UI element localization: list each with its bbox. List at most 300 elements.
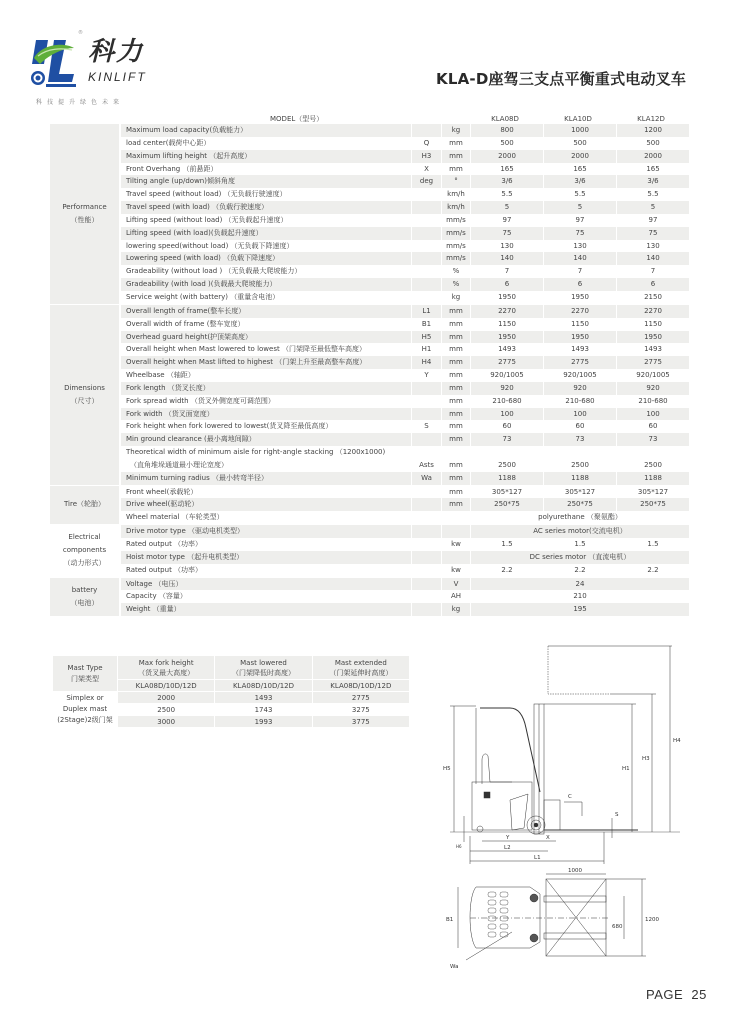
spec-value: 2.2 bbox=[574, 565, 586, 574]
dim-label-1200: 1200 bbox=[645, 917, 659, 923]
category-text: （性能） bbox=[70, 215, 99, 224]
description-text: Travel speed (without load) （无负载行驶速度） bbox=[126, 190, 287, 199]
spec-row bbox=[121, 305, 690, 318]
model-header: KLA12D bbox=[637, 115, 665, 123]
spec-value: 800 bbox=[471, 124, 543, 137]
category-text: components bbox=[62, 546, 107, 555]
brand-name-en: KINLIFT bbox=[88, 70, 147, 84]
spec-unit: kg bbox=[442, 603, 470, 616]
spec-row bbox=[121, 395, 690, 408]
forklift-technical-drawing bbox=[440, 632, 715, 977]
spec-code bbox=[412, 201, 441, 214]
spec-row bbox=[121, 551, 690, 564]
spec-value: 2500 bbox=[571, 460, 589, 469]
spec-table-body bbox=[50, 124, 690, 617]
spec-value: 1950 bbox=[471, 331, 543, 344]
dim-label-l2: L2 bbox=[504, 845, 511, 851]
mast-row-label bbox=[53, 692, 117, 727]
category-label bbox=[50, 486, 119, 525]
spec-row bbox=[121, 472, 690, 485]
spec-value: 1493 bbox=[644, 345, 662, 354]
spec-value-shared: polyurethane （聚氨酯） bbox=[538, 513, 622, 522]
spec-value: 920 bbox=[471, 382, 543, 395]
mast-type-label: Mast Type bbox=[67, 663, 103, 672]
spec-description bbox=[121, 408, 411, 421]
spec-code bbox=[412, 590, 441, 603]
spec-code bbox=[412, 227, 441, 240]
spec-value: 2.2 bbox=[501, 565, 513, 574]
spec-unit: AH bbox=[450, 592, 462, 601]
spec-description bbox=[121, 188, 411, 201]
spec-value: 60 bbox=[502, 422, 512, 431]
spec-description bbox=[121, 472, 411, 485]
spec-value: 2000 bbox=[617, 150, 689, 163]
spec-row bbox=[121, 511, 690, 524]
spec-value: 250*75 bbox=[617, 498, 689, 511]
spec-value: 920/1005 bbox=[490, 371, 524, 380]
spec-value: 305*127 bbox=[637, 487, 669, 496]
spec-value: 5.5 bbox=[501, 190, 513, 199]
spec-value: 3/6 bbox=[544, 175, 616, 188]
dim-label-s: S bbox=[615, 812, 619, 818]
dim-label-680: 680 bbox=[612, 924, 623, 930]
description-text: Capacity （容量） bbox=[126, 592, 187, 601]
spec-value: 5.5 bbox=[574, 190, 586, 199]
spec-row bbox=[121, 150, 690, 163]
spec-value: 1188 bbox=[617, 472, 689, 485]
spec-row bbox=[121, 420, 690, 433]
mast-table bbox=[52, 655, 410, 728]
row-label-line: (2Stage)2级门架 bbox=[57, 716, 113, 724]
spec-value: 97 bbox=[502, 215, 512, 224]
spec-value-shared: AC series motor(交流电机） bbox=[471, 525, 689, 538]
spec-value: 3/6 bbox=[471, 175, 543, 188]
spec-unit: mm bbox=[442, 305, 470, 318]
spec-value: 73 bbox=[544, 433, 616, 446]
spec-code bbox=[412, 252, 441, 265]
spec-description bbox=[121, 525, 411, 538]
spec-row bbox=[121, 265, 690, 278]
spec-unit: mm bbox=[449, 138, 463, 147]
spec-description bbox=[121, 498, 411, 511]
spec-group bbox=[50, 578, 690, 618]
category-label bbox=[50, 525, 119, 576]
spec-unit: V bbox=[442, 578, 470, 591]
model-header: KLA10D bbox=[564, 115, 592, 123]
spec-unit: mm bbox=[442, 356, 470, 369]
column-title-cn: （货叉最大高度） bbox=[138, 668, 195, 677]
column-title: Mast extended bbox=[334, 658, 387, 667]
mast-column-models: KLA08D/10D/12D bbox=[118, 680, 214, 691]
spec-unit: km/h bbox=[447, 190, 465, 199]
category-text: （动力形式） bbox=[63, 559, 106, 568]
description-text: Service weight (with battery) （重量含电池） bbox=[126, 292, 280, 301]
description-text: Rated output （功率） bbox=[126, 565, 203, 574]
description-text: Overall width of frame (整车宽度） bbox=[126, 319, 245, 328]
description-text: Overhead guard height(护顶架高度） bbox=[126, 332, 253, 341]
spec-row bbox=[121, 240, 690, 253]
mast-cell: 2775 bbox=[313, 692, 409, 703]
description-text: Hoist motor type （起升电机类型） bbox=[126, 552, 244, 561]
description-text: Maximum load capacity(负载能力） bbox=[126, 126, 248, 134]
spec-code: Wa bbox=[412, 472, 441, 485]
spec-value: 305*127 bbox=[491, 487, 523, 496]
spec-description bbox=[121, 433, 411, 446]
spec-unit: mm bbox=[442, 331, 470, 344]
spec-row bbox=[121, 578, 690, 591]
category-text: battery bbox=[71, 585, 98, 594]
spec-value: 100 bbox=[617, 408, 689, 421]
spec-value: 3/6 bbox=[617, 175, 689, 188]
spec-description bbox=[121, 265, 411, 278]
spec-description bbox=[121, 356, 411, 369]
column-title-cn: （门架延伸时高度） bbox=[329, 668, 393, 677]
dim-label-h1: H1 bbox=[622, 766, 630, 772]
description-text: Lifting speed (without load) （无负载起升速度） bbox=[126, 215, 288, 224]
spec-code: deg bbox=[412, 175, 441, 188]
spec-description bbox=[121, 163, 411, 176]
mast-type-label-cn: 门架类型 bbox=[71, 674, 99, 683]
mast-column-models: KLA08D/10D/12D bbox=[313, 680, 409, 691]
description-text: Lifting speed (with load)(负载起升速度） bbox=[126, 228, 263, 237]
description-text: Gradeability (without load ) （无负载最大爬坡能力） bbox=[126, 267, 302, 276]
spec-unit: mm bbox=[449, 460, 463, 469]
spec-code bbox=[412, 408, 441, 421]
mast-cell: 3275 bbox=[313, 704, 409, 715]
description-text: Fork length （货叉长度） bbox=[126, 383, 210, 392]
description-text: Gradeability (with load )(负载最大爬坡能力） bbox=[126, 280, 277, 289]
spec-value: 6 bbox=[471, 278, 543, 291]
spec-description bbox=[121, 564, 411, 577]
spec-unit: mm bbox=[442, 433, 470, 446]
spec-code: L1 bbox=[412, 305, 441, 318]
spec-description bbox=[121, 369, 411, 382]
description-text: Drive motor type （驱动电机类型） bbox=[126, 527, 244, 536]
spec-description bbox=[121, 343, 411, 356]
spec-value: 7 bbox=[504, 267, 510, 276]
spec-value: 500 bbox=[646, 138, 660, 147]
description-text: lowering speed(without load) （无负载下降速度） bbox=[126, 241, 294, 250]
spec-value: 130 bbox=[646, 241, 660, 250]
spec-value: 7 bbox=[577, 267, 583, 276]
spec-value: 1150 bbox=[571, 319, 589, 328]
row-label-line: Simplex or bbox=[66, 694, 104, 702]
spec-code bbox=[412, 433, 441, 446]
spec-description bbox=[121, 603, 411, 616]
spec-code: B1 bbox=[421, 319, 432, 328]
spec-code: Q bbox=[423, 138, 430, 147]
description-text: load center(载荷中心距） bbox=[126, 138, 211, 147]
spec-unit: mm bbox=[449, 345, 463, 354]
description-text: Travel speed (with load) （负载行驶速度） bbox=[126, 203, 269, 212]
spec-value: 140 bbox=[617, 252, 689, 265]
spec-table-header bbox=[50, 114, 690, 124]
spec-code: Asts bbox=[419, 460, 434, 469]
spec-code: Y bbox=[424, 371, 429, 380]
spec-value: 1200 bbox=[617, 124, 689, 137]
spec-value: 2500 bbox=[498, 460, 516, 469]
spec-description bbox=[121, 331, 411, 344]
mast-cell: 1743 bbox=[215, 704, 311, 715]
page-label: PAGE bbox=[646, 987, 684, 1002]
spec-code bbox=[412, 511, 441, 524]
spec-value: 1950 bbox=[617, 331, 689, 344]
mast-cell: 3775 bbox=[313, 716, 409, 727]
spec-description bbox=[121, 538, 411, 551]
column-title: Mast lowered bbox=[240, 658, 287, 667]
dim-label-x: X bbox=[546, 835, 550, 841]
spec-value: 500 bbox=[500, 138, 514, 147]
spec-value: 140 bbox=[544, 252, 616, 265]
spec-code: H4 bbox=[412, 356, 441, 369]
spec-value: 305*127 bbox=[564, 487, 596, 496]
description-text: Tilting angle (up/down)倾斜角度 bbox=[126, 177, 235, 186]
spec-row bbox=[121, 486, 690, 499]
spec-row bbox=[121, 278, 690, 291]
mast-cell: 1993 bbox=[215, 716, 311, 727]
spec-value: 1950 bbox=[544, 331, 616, 344]
spec-description bbox=[121, 252, 411, 265]
spec-value: 920/1005 bbox=[636, 371, 670, 380]
spec-unit: mm bbox=[449, 164, 463, 173]
description-text: Theoretical width of minimum aisle for right-angle stacking （1200x1000) bbox=[126, 448, 386, 457]
spec-description bbox=[121, 227, 411, 240]
category-text: Electrical bbox=[68, 533, 101, 542]
spec-row bbox=[121, 227, 690, 240]
spec-value: 2150 bbox=[644, 292, 662, 301]
spec-code bbox=[412, 265, 441, 278]
spec-value: 5 bbox=[544, 201, 616, 214]
spec-unit: mm bbox=[449, 487, 463, 496]
spec-value: 75 bbox=[471, 227, 543, 240]
spec-value: 5.5 bbox=[647, 190, 659, 199]
slogan: 科技提升绿色未来 bbox=[36, 99, 125, 106]
spec-unit: mm/s bbox=[442, 227, 470, 240]
dim-label-wa: Wa bbox=[450, 964, 459, 970]
mast-column-models: KLA08D/10D/12D bbox=[215, 680, 311, 691]
spec-value: 100 bbox=[471, 408, 543, 421]
spec-value: 250*75 bbox=[471, 498, 543, 511]
column-title-cn: （门架降低时高度） bbox=[231, 668, 295, 677]
spec-row bbox=[121, 369, 690, 382]
top-view bbox=[446, 868, 659, 970]
category-text: （电池） bbox=[70, 598, 99, 607]
spec-description bbox=[121, 175, 411, 188]
description-text: Overall length of frame(整车长度） bbox=[126, 306, 246, 315]
spec-description bbox=[121, 240, 411, 253]
model-header: KLA08D bbox=[491, 115, 519, 123]
description-text: Drive wheel(驱动轮） bbox=[126, 500, 199, 509]
spec-value: 2775 bbox=[544, 356, 616, 369]
dim-label-h6: H6 bbox=[456, 844, 462, 849]
spec-row bbox=[121, 382, 690, 395]
kinlift-logo-icon bbox=[28, 34, 84, 90]
spec-value: 5 bbox=[471, 201, 543, 214]
spec-value: 140 bbox=[471, 252, 543, 265]
category-text: Tire（轮胎） bbox=[63, 500, 106, 509]
spec-description bbox=[121, 578, 411, 591]
spec-code bbox=[412, 382, 441, 395]
spec-value: 210-680 bbox=[565, 396, 595, 405]
spec-value: 2775 bbox=[471, 356, 543, 369]
spec-row bbox=[121, 590, 690, 603]
description-text: Wheelbase （轴距） bbox=[126, 371, 195, 380]
spec-row bbox=[121, 318, 690, 331]
spec-row bbox=[121, 137, 690, 150]
page-title: KLA-D座驾三支点平衡重式电动叉车 bbox=[436, 70, 687, 88]
category-text: Dimensions bbox=[64, 383, 105, 392]
spec-code bbox=[412, 486, 441, 499]
column-title: Max fork height bbox=[138, 658, 194, 667]
spec-value: 73 bbox=[471, 433, 543, 446]
spec-value: 60 bbox=[648, 422, 658, 431]
spec-code bbox=[412, 291, 441, 304]
spec-row bbox=[121, 433, 690, 446]
spec-code bbox=[412, 603, 441, 616]
spec-code bbox=[412, 278, 441, 291]
spec-row bbox=[121, 564, 690, 577]
spec-unit: mm bbox=[442, 150, 470, 163]
description-text: Fork height when fork lowered to lowest(货叉降至最低高度） bbox=[126, 422, 333, 431]
spec-group bbox=[50, 486, 690, 526]
spec-unit bbox=[442, 551, 470, 564]
spec-value: 1000 bbox=[544, 124, 616, 137]
description-text: Maximum lifting height （起升高度） bbox=[126, 151, 252, 160]
spec-unit: mm bbox=[449, 319, 463, 328]
spec-description bbox=[121, 395, 411, 408]
spec-code: S bbox=[424, 422, 429, 431]
spec-description bbox=[121, 124, 411, 137]
dim-label-y: Y bbox=[506, 835, 510, 841]
spec-row bbox=[121, 525, 690, 538]
description-text: Weight （重量） bbox=[126, 605, 181, 614]
spec-code bbox=[412, 578, 441, 591]
spec-code bbox=[412, 538, 441, 551]
spec-unit: km/h bbox=[442, 201, 470, 214]
category-text: Performance bbox=[62, 202, 107, 211]
spec-description bbox=[121, 590, 411, 603]
description-text: Front wheel(承载轮） bbox=[126, 487, 198, 496]
spec-value: 73 bbox=[617, 433, 689, 446]
dim-label-1000: 1000 bbox=[568, 868, 582, 874]
spec-row bbox=[121, 356, 690, 369]
spec-value: 2000 bbox=[544, 150, 616, 163]
spec-description bbox=[121, 278, 411, 291]
description-text: Min ground clearance (最小离地间隙） bbox=[126, 435, 256, 444]
spec-row bbox=[121, 175, 690, 188]
spec-value-shared: 195 bbox=[471, 603, 689, 616]
spec-row bbox=[121, 188, 690, 201]
dim-label-c: C bbox=[568, 794, 572, 800]
description-text: Overall height when Mast lowered to lowest （门架降至最低整车高度） bbox=[126, 345, 366, 354]
spec-unit: mm bbox=[449, 396, 463, 405]
dim-label-l1: L1 bbox=[534, 855, 541, 861]
spec-row bbox=[121, 446, 690, 472]
spec-value: 250*75 bbox=[544, 498, 616, 511]
spec-unit: ° bbox=[442, 175, 470, 188]
spec-description bbox=[121, 486, 411, 499]
spec-unit: mm/s bbox=[442, 252, 470, 265]
spec-value: 1.5 bbox=[501, 540, 513, 548]
spec-description bbox=[121, 305, 411, 318]
spec-unit: mm bbox=[442, 408, 470, 421]
spec-value: 500 bbox=[573, 138, 587, 147]
spec-value: 1.5 bbox=[574, 540, 586, 548]
spec-row bbox=[121, 252, 690, 265]
spec-value: 5 bbox=[617, 201, 689, 214]
category-label bbox=[50, 305, 119, 485]
spec-description bbox=[121, 291, 411, 304]
spec-row bbox=[121, 214, 690, 227]
page-number bbox=[646, 987, 707, 1003]
spec-description bbox=[121, 420, 411, 433]
spec-unit: mm/s bbox=[446, 241, 466, 250]
spec-value: 7 bbox=[650, 267, 656, 276]
spec-description bbox=[121, 201, 411, 214]
dim-label-h4: H4 bbox=[673, 738, 681, 744]
spec-value: 920 bbox=[617, 382, 689, 395]
description-text-cn: （直角堆垛通道最小理论宽度） bbox=[130, 460, 228, 469]
spec-value: 1150 bbox=[644, 319, 662, 328]
spec-unit bbox=[442, 525, 470, 538]
spec-value: 210-680 bbox=[638, 396, 668, 405]
description-text: Voltage （电压） bbox=[126, 579, 183, 588]
spec-value: 2775 bbox=[617, 356, 689, 369]
spec-unit: % bbox=[452, 267, 460, 276]
mast-cell: 3000 bbox=[118, 716, 214, 727]
spec-table bbox=[50, 114, 690, 617]
spec-description bbox=[121, 150, 411, 163]
spec-row bbox=[121, 408, 690, 421]
spec-value: 130 bbox=[573, 241, 587, 250]
mast-cell: 2000 bbox=[118, 692, 214, 703]
spec-row bbox=[121, 603, 690, 616]
spec-value: 130 bbox=[500, 241, 514, 250]
spec-unit: mm bbox=[442, 498, 470, 511]
spec-description bbox=[121, 446, 411, 472]
spec-unit: % bbox=[442, 278, 470, 291]
spec-unit: kg bbox=[451, 292, 461, 301]
spec-value: 1950 bbox=[498, 292, 516, 301]
spec-value: 1493 bbox=[498, 345, 516, 354]
description-text: Lowering speed (with load) （负载下降速度） bbox=[126, 254, 280, 263]
description-text: Rated output （功率） bbox=[126, 540, 203, 548]
spec-value: 2.2 bbox=[647, 565, 659, 574]
spec-group bbox=[50, 124, 690, 305]
spec-code: X bbox=[424, 164, 429, 173]
spec-value: 2270 bbox=[617, 305, 689, 318]
spec-value: 1.5 bbox=[647, 540, 659, 548]
mast-cell: 1493 bbox=[215, 692, 311, 703]
spec-code bbox=[412, 188, 441, 201]
spec-value: 2270 bbox=[471, 305, 543, 318]
spec-value: 165 bbox=[573, 164, 587, 173]
spec-value: 1950 bbox=[571, 292, 589, 301]
dim-label-h3: H3 bbox=[642, 756, 650, 762]
spec-value: 97 bbox=[648, 215, 658, 224]
spec-value-shared: 210 bbox=[573, 592, 587, 601]
spec-value: 100 bbox=[544, 408, 616, 421]
spec-code bbox=[412, 564, 441, 577]
spec-unit: mm bbox=[442, 382, 470, 395]
mast-column-header bbox=[118, 656, 214, 679]
spec-value: 97 bbox=[575, 215, 585, 224]
dim-label-b1: B1 bbox=[446, 917, 454, 923]
spec-group bbox=[50, 305, 690, 486]
brand-name-cn: 科力 bbox=[88, 37, 145, 67]
spec-row bbox=[121, 498, 690, 511]
spec-code bbox=[412, 214, 441, 227]
